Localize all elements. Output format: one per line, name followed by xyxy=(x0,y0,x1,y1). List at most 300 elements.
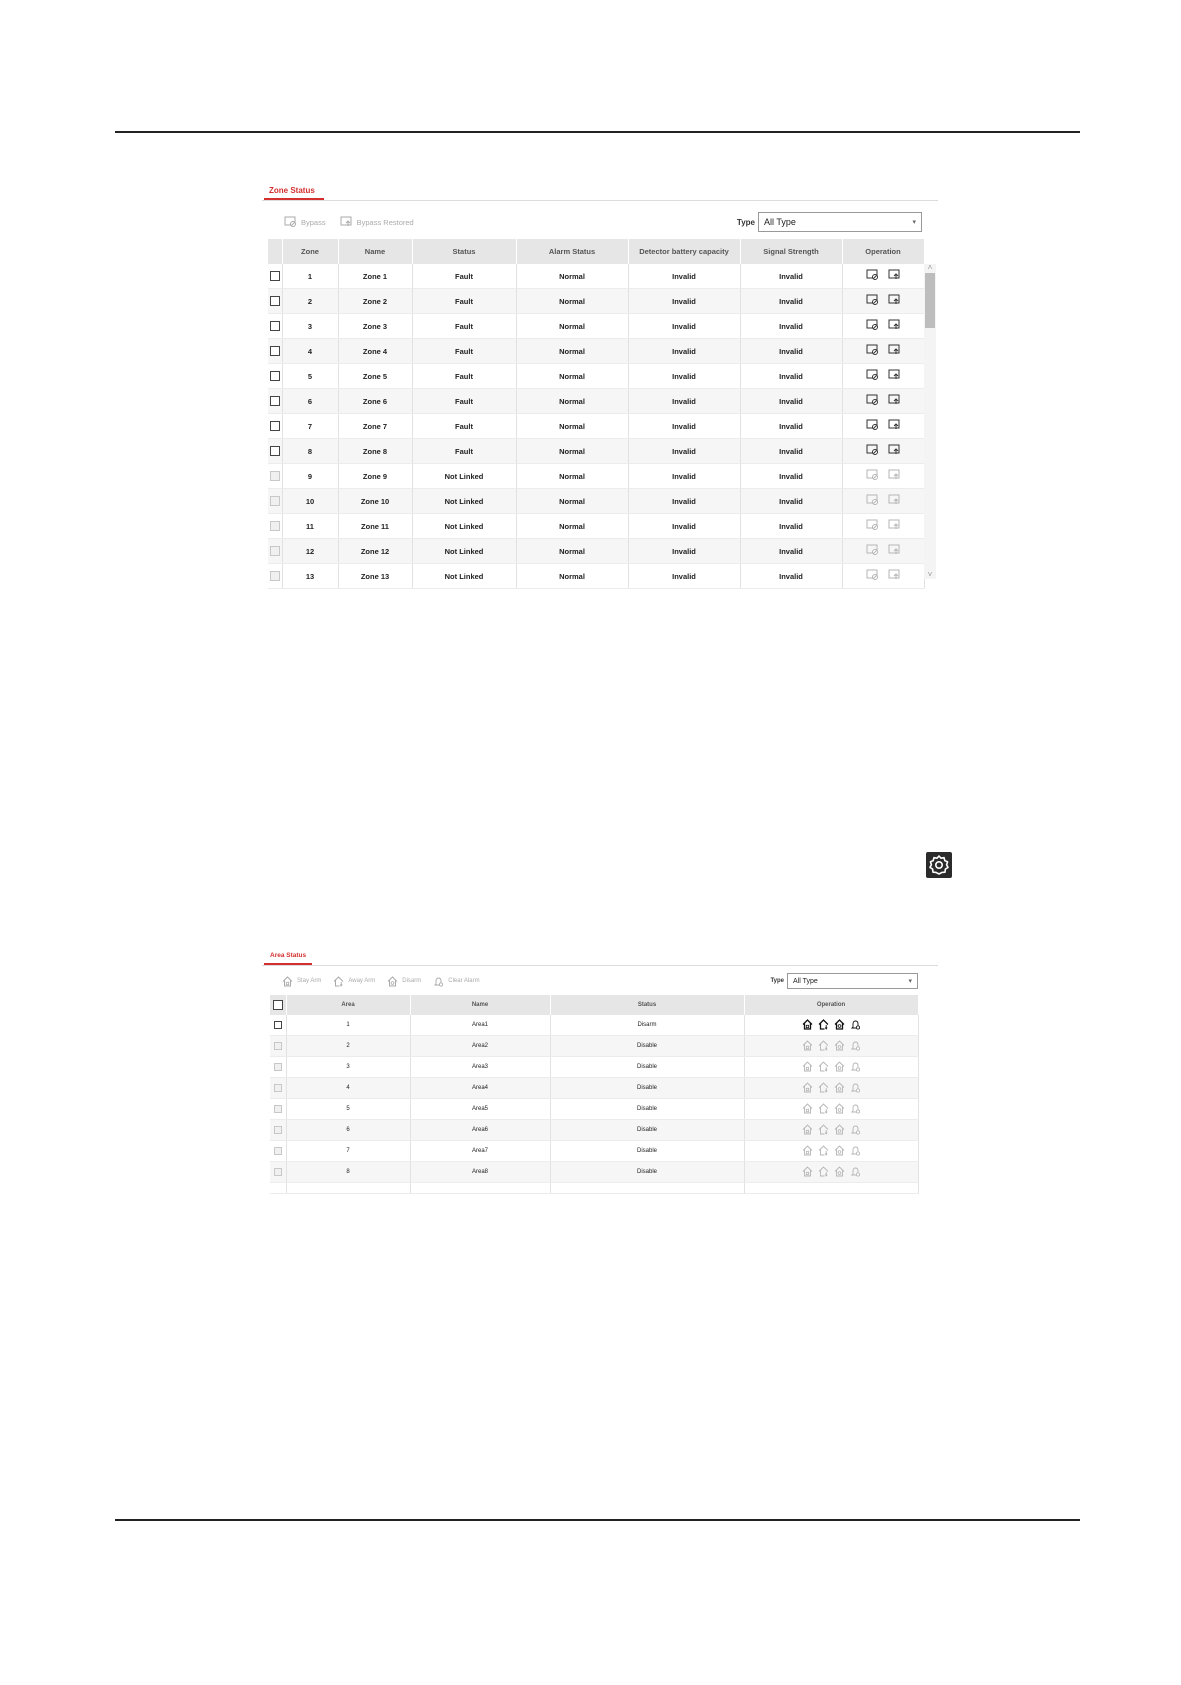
empty-cell xyxy=(744,1183,918,1194)
disarm-label: Disarm xyxy=(402,978,422,984)
bypass-restored-icon[interactable] xyxy=(888,544,901,556)
zone-cell: 6 xyxy=(282,389,338,414)
signal-cell: Invalid xyxy=(740,289,842,314)
stay-arm-icon[interactable] xyxy=(802,1082,813,1093)
row-checkbox[interactable] xyxy=(274,1168,282,1176)
zone-row xyxy=(268,364,924,389)
bypass-restored-icon[interactable] xyxy=(888,394,901,406)
area-toolbar xyxy=(262,974,938,988)
away-arm-icon xyxy=(333,976,344,987)
status-cell: Disable xyxy=(550,1036,744,1057)
battery-cell: Invalid xyxy=(628,389,740,414)
bypass-icon[interactable] xyxy=(866,569,879,581)
bypass-icon[interactable] xyxy=(866,319,879,331)
signal-cell: Invalid xyxy=(740,539,842,564)
clear-alarm-icon[interactable] xyxy=(850,1061,861,1072)
zone-cell: 9 xyxy=(282,464,338,489)
disarm-icon[interactable] xyxy=(834,1166,845,1177)
row-checkbox[interactable] xyxy=(270,546,280,556)
zone-row xyxy=(268,339,924,364)
battery-cell: Invalid xyxy=(628,514,740,539)
name-cell: Area3 xyxy=(410,1057,550,1078)
battery-cell: Invalid xyxy=(628,564,740,589)
name-cell: Area4 xyxy=(410,1078,550,1099)
bypass-icon[interactable] xyxy=(866,269,879,281)
row-select-cell xyxy=(268,339,282,364)
row-select-cell xyxy=(270,1099,286,1120)
alarm-status-cell: Normal xyxy=(516,364,628,389)
clear-alarm-icon[interactable] xyxy=(850,1019,861,1030)
row-checkbox[interactable] xyxy=(270,571,280,581)
zone-row xyxy=(268,314,924,339)
operation-cell xyxy=(744,1015,918,1036)
row-checkbox[interactable] xyxy=(274,1105,282,1113)
row-select-cell xyxy=(268,414,282,439)
status-cell: Not Linked xyxy=(412,539,516,564)
disarm-icon[interactable] xyxy=(834,1124,845,1135)
header-name: Name xyxy=(338,239,412,264)
header-zone: Zone xyxy=(282,239,338,264)
row-select-cell xyxy=(268,564,282,589)
row-checkbox[interactable] xyxy=(274,1021,282,1029)
area-row xyxy=(270,1057,918,1078)
battery-cell: Invalid xyxy=(628,339,740,364)
name-cell: Zone 9 xyxy=(338,464,412,489)
bypass-button[interactable] xyxy=(284,216,326,228)
clear-alarm-icon[interactable] xyxy=(850,1124,861,1135)
stay-arm-icon[interactable] xyxy=(802,1124,813,1135)
alarm-status-cell: Normal xyxy=(516,289,628,314)
row-select-cell xyxy=(268,539,282,564)
alarm-status-cell: Normal xyxy=(516,264,628,289)
disarm-icon[interactable] xyxy=(834,1103,845,1114)
zone-tab-bar xyxy=(262,183,938,201)
name-cell: Area6 xyxy=(410,1120,550,1141)
away-arm-icon[interactable] xyxy=(818,1019,829,1030)
area-row xyxy=(270,1162,918,1183)
status-cell: Fault xyxy=(412,289,516,314)
bypass-restored-button[interactable] xyxy=(340,216,414,228)
disarm-icon[interactable] xyxy=(834,1082,845,1093)
row-checkbox[interactable] xyxy=(274,1147,282,1155)
empty-cell xyxy=(270,1183,286,1194)
zone-cell: 3 xyxy=(282,314,338,339)
bypass-restored-icon[interactable] xyxy=(888,269,901,281)
disarm-button[interactable] xyxy=(387,976,421,987)
alarm-status-cell: Normal xyxy=(516,464,628,489)
area-row xyxy=(270,1036,918,1057)
header-name: Name xyxy=(410,995,550,1015)
zone-row xyxy=(268,389,924,414)
row-select-cell xyxy=(270,1015,286,1036)
operation-cell xyxy=(842,564,924,589)
row-checkbox[interactable] xyxy=(270,396,280,406)
header-select xyxy=(268,239,282,264)
stay-arm-icon[interactable] xyxy=(802,1040,813,1051)
status-cell: Disable xyxy=(550,1078,744,1099)
operation-cell xyxy=(842,514,924,539)
status-cell: Fault xyxy=(412,264,516,289)
zone-cell: 13 xyxy=(282,564,338,589)
name-cell: Zone 10 xyxy=(338,489,412,514)
empty-row xyxy=(270,1183,918,1194)
disarm-icon[interactable] xyxy=(834,1019,845,1030)
operation-cell xyxy=(842,414,924,439)
zone-cell: 11 xyxy=(282,514,338,539)
zone-row xyxy=(268,464,924,489)
row-select-cell xyxy=(270,1120,286,1141)
type-filter-select[interactable] xyxy=(758,212,922,232)
stay-arm-icon[interactable] xyxy=(802,1103,813,1114)
signal-cell: Invalid xyxy=(740,314,842,339)
bypass-icon[interactable] xyxy=(866,519,879,531)
row-checkbox[interactable] xyxy=(274,1042,282,1050)
battery-cell: Invalid xyxy=(628,489,740,514)
name-cell: Zone 4 xyxy=(338,339,412,364)
alarm-status-cell: Normal xyxy=(516,389,628,414)
operation-cell xyxy=(842,289,924,314)
row-select-cell xyxy=(268,514,282,539)
row-select-cell xyxy=(268,489,282,514)
header-battery: Detector battery capacity xyxy=(628,239,740,264)
row-select-cell xyxy=(270,1141,286,1162)
bypass-restored-icon[interactable] xyxy=(888,369,901,381)
bypass-restored-icon xyxy=(340,216,353,228)
alarm-status-cell: Normal xyxy=(516,564,628,589)
area-table xyxy=(270,995,919,1194)
bypass-icon[interactable] xyxy=(866,344,879,356)
zone-row xyxy=(268,539,924,564)
battery-cell: Invalid xyxy=(628,364,740,389)
clear-alarm-icon[interactable] xyxy=(850,1145,861,1156)
operation-cell xyxy=(842,539,924,564)
operation-cell xyxy=(842,264,924,289)
zone-cell: 1 xyxy=(282,264,338,289)
bypass-icon[interactable] xyxy=(866,294,879,306)
bypass-restored-icon[interactable] xyxy=(888,294,901,306)
row-checkbox[interactable] xyxy=(270,471,280,481)
clear-alarm-button[interactable] xyxy=(433,976,479,987)
stay-arm-icon xyxy=(282,976,293,987)
bypass-restored-icon[interactable] xyxy=(888,469,901,481)
area-row xyxy=(270,1078,918,1099)
zone-cell: 2 xyxy=(282,289,338,314)
disarm-icon[interactable] xyxy=(834,1040,845,1051)
clear-alarm-icon[interactable] xyxy=(850,1082,861,1093)
signal-cell: Invalid xyxy=(740,489,842,514)
status-cell: Not Linked xyxy=(412,564,516,589)
stay-arm-icon[interactable] xyxy=(802,1166,813,1177)
area-row xyxy=(270,1015,918,1036)
zone-table-header xyxy=(268,239,924,264)
row-checkbox[interactable] xyxy=(270,446,280,456)
bypass-restored-icon[interactable] xyxy=(888,519,901,531)
header-status: Status xyxy=(412,239,516,264)
stay-arm-label: Stay Arm xyxy=(297,978,322,984)
operation-cell xyxy=(842,314,924,339)
row-select-cell xyxy=(270,1078,286,1099)
tab-zone-status[interactable]: Zone Status xyxy=(269,186,315,195)
name-cell: Zone 7 xyxy=(338,414,412,439)
bypass-icon[interactable] xyxy=(866,394,879,406)
signal-cell: Invalid xyxy=(740,364,842,389)
row-checkbox[interactable] xyxy=(274,1084,282,1092)
status-cell: Not Linked xyxy=(412,489,516,514)
zone-cell: 4 xyxy=(282,339,338,364)
operation-cell xyxy=(842,439,924,464)
area-cell: 3 xyxy=(286,1057,410,1078)
row-select-cell xyxy=(270,1162,286,1183)
status-cell: Disable xyxy=(550,1120,744,1141)
zone-row xyxy=(268,414,924,439)
bypass-icon[interactable] xyxy=(866,444,879,456)
zone-cell: 12 xyxy=(282,539,338,564)
row-checkbox[interactable] xyxy=(270,271,280,281)
empty-cell xyxy=(550,1183,744,1194)
bypass-icon xyxy=(284,216,297,228)
header-status: Status xyxy=(550,995,744,1015)
zone-status-panel xyxy=(262,183,938,579)
name-cell: Area1 xyxy=(410,1015,550,1036)
zone-cell: 8 xyxy=(282,439,338,464)
operation-cell xyxy=(744,1120,918,1141)
name-cell: Zone 3 xyxy=(338,314,412,339)
row-checkbox[interactable] xyxy=(274,1126,282,1134)
chevron-down-icon: ▾ xyxy=(908,978,912,985)
battery-cell: Invalid xyxy=(628,414,740,439)
name-cell: Area8 xyxy=(410,1162,550,1183)
status-cell: Not Linked xyxy=(412,464,516,489)
zone-table-scrollbar[interactable] xyxy=(924,264,936,579)
stay-arm-icon[interactable] xyxy=(802,1019,813,1030)
settings-button[interactable] xyxy=(926,852,952,878)
away-arm-icon[interactable] xyxy=(818,1124,829,1135)
alarm-status-cell: Normal xyxy=(516,414,628,439)
alarm-status-cell: Normal xyxy=(516,539,628,564)
type-filter-label: Type xyxy=(770,978,784,984)
away-arm-icon[interactable] xyxy=(818,1082,829,1093)
signal-cell: Invalid xyxy=(740,389,842,414)
status-cell: Fault xyxy=(412,389,516,414)
zone-row xyxy=(268,514,924,539)
bypass-icon[interactable] xyxy=(866,544,879,556)
name-cell: Area2 xyxy=(410,1036,550,1057)
stay-arm-button[interactable] xyxy=(282,976,321,987)
status-cell: Fault xyxy=(412,414,516,439)
operation-cell xyxy=(744,1099,918,1120)
top-rule xyxy=(115,131,1080,133)
away-arm-icon[interactable] xyxy=(818,1040,829,1051)
bypass-icon[interactable] xyxy=(866,369,879,381)
scroll-down-arrow-icon[interactable]: ˅ xyxy=(927,570,933,579)
operation-cell xyxy=(744,1078,918,1099)
name-cell: Zone 2 xyxy=(338,289,412,314)
status-cell: Disarm xyxy=(550,1015,744,1036)
active-tab-underline xyxy=(264,198,324,200)
disarm-icon xyxy=(387,976,398,987)
area-cell: 5 xyxy=(286,1099,410,1120)
status-cell: Fault xyxy=(412,364,516,389)
signal-cell: Invalid xyxy=(740,464,842,489)
alarm-status-cell: Normal xyxy=(516,314,628,339)
row-checkbox[interactable] xyxy=(270,321,280,331)
zone-cell: 10 xyxy=(282,489,338,514)
name-cell: Zone 8 xyxy=(338,439,412,464)
row-select-cell xyxy=(268,289,282,314)
operation-cell xyxy=(744,1162,918,1183)
stay-arm-icon[interactable] xyxy=(802,1145,813,1156)
row-checkbox[interactable] xyxy=(274,1063,282,1071)
operation-cell xyxy=(744,1141,918,1162)
zone-cell: 7 xyxy=(282,414,338,439)
status-cell: Disable xyxy=(550,1057,744,1078)
bypass-restored-icon[interactable] xyxy=(888,494,901,506)
away-arm-button[interactable] xyxy=(333,976,375,987)
area-cell: 4 xyxy=(286,1078,410,1099)
name-cell: Zone 12 xyxy=(338,539,412,564)
bypass-restored-icon[interactable] xyxy=(888,344,901,356)
signal-cell: Invalid xyxy=(740,439,842,464)
zone-row xyxy=(268,489,924,514)
battery-cell: Invalid xyxy=(628,289,740,314)
clear-alarm-label: Clear Alarm xyxy=(448,978,480,984)
operation-cell xyxy=(842,489,924,514)
row-select-cell xyxy=(270,1036,286,1057)
zone-toolbar xyxy=(262,213,938,231)
stay-arm-icon[interactable] xyxy=(802,1061,813,1072)
header-area: Area xyxy=(286,995,410,1015)
operation-cell xyxy=(842,464,924,489)
away-arm-icon[interactable] xyxy=(818,1145,829,1156)
header-operation: Operation xyxy=(744,995,918,1015)
active-tab-underline xyxy=(264,963,312,965)
away-arm-icon[interactable] xyxy=(818,1061,829,1072)
battery-cell: Invalid xyxy=(628,439,740,464)
away-arm-icon[interactable] xyxy=(818,1166,829,1177)
scroll-thumb[interactable] xyxy=(925,273,935,328)
status-cell: Disable xyxy=(550,1099,744,1120)
scroll-up-arrow-icon[interactable]: ˄ xyxy=(927,263,933,272)
header-alarm-status: Alarm Status xyxy=(516,239,628,264)
status-cell: Fault xyxy=(412,339,516,364)
bottom-rule xyxy=(115,1519,1080,1521)
name-cell: Zone 13 xyxy=(338,564,412,589)
name-cell: Zone 5 xyxy=(338,364,412,389)
row-checkbox[interactable] xyxy=(270,371,280,381)
bypass-label: Bypass xyxy=(301,217,326,227)
zone-row xyxy=(268,564,924,589)
empty-cell xyxy=(410,1183,550,1194)
clear-alarm-icon[interactable] xyxy=(850,1103,861,1114)
signal-cell: Invalid xyxy=(740,339,842,364)
chevron-down-icon: ▾ xyxy=(912,219,916,226)
name-cell: Zone 6 xyxy=(338,389,412,414)
row-checkbox[interactable] xyxy=(270,496,280,506)
header-operation: Operation xyxy=(842,239,924,264)
battery-cell: Invalid xyxy=(628,314,740,339)
operation-cell xyxy=(842,389,924,414)
signal-cell: Invalid xyxy=(740,414,842,439)
alarm-status-cell: Normal xyxy=(516,339,628,364)
status-cell: Fault xyxy=(412,314,516,339)
operation-cell xyxy=(744,1057,918,1078)
area-cell: 7 xyxy=(286,1141,410,1162)
area-row xyxy=(270,1099,918,1120)
gear-icon xyxy=(926,852,952,878)
row-select-cell xyxy=(268,364,282,389)
clear-alarm-icon[interactable] xyxy=(850,1166,861,1177)
tab-area-status[interactable]: Area Status xyxy=(270,952,307,959)
name-cell: Area5 xyxy=(410,1099,550,1120)
alarm-status-cell: Normal xyxy=(516,439,628,464)
type-filter-label: Type xyxy=(736,217,755,227)
clear-alarm-icon xyxy=(433,976,444,987)
bypass-icon[interactable] xyxy=(866,494,879,506)
status-cell: Not Linked xyxy=(412,514,516,539)
operation-cell xyxy=(842,364,924,389)
area-row xyxy=(270,1141,918,1162)
row-select-cell xyxy=(268,264,282,289)
row-checkbox[interactable] xyxy=(270,346,280,356)
area-cell: 2 xyxy=(286,1036,410,1057)
away-arm-icon[interactable] xyxy=(818,1103,829,1114)
zone-row xyxy=(268,289,924,314)
signal-cell: Invalid xyxy=(740,514,842,539)
area-cell: 6 xyxy=(286,1120,410,1141)
row-select-cell xyxy=(268,439,282,464)
row-select-cell xyxy=(268,464,282,489)
alarm-status-cell: Normal xyxy=(516,514,628,539)
row-checkbox[interactable] xyxy=(270,521,280,531)
status-cell: Fault xyxy=(412,439,516,464)
alarm-status-cell: Normal xyxy=(516,489,628,514)
type-filter-value: All Type xyxy=(793,977,818,985)
row-checkbox[interactable] xyxy=(270,421,280,431)
status-cell: Disable xyxy=(550,1162,744,1183)
type-filter-select[interactable] xyxy=(787,973,918,989)
status-cell: Disable xyxy=(550,1141,744,1162)
row-select-cell xyxy=(268,389,282,414)
empty-cell xyxy=(286,1183,410,1194)
bypass-restored-icon[interactable] xyxy=(888,319,901,331)
row-checkbox[interactable] xyxy=(270,296,280,306)
area-table-header xyxy=(270,995,918,1015)
operation-cell xyxy=(842,339,924,364)
away-arm-label: Away Arm xyxy=(348,978,376,984)
disarm-icon[interactable] xyxy=(834,1145,845,1156)
zone-row xyxy=(268,264,924,289)
battery-cell: Invalid xyxy=(628,464,740,489)
bypass-restored-icon[interactable] xyxy=(888,569,901,581)
select-all-checkbox[interactable] xyxy=(273,1000,283,1010)
battery-cell: Invalid xyxy=(628,539,740,564)
bypass-restored-icon[interactable] xyxy=(888,419,901,431)
bypass-restored-label: Bypass Restored xyxy=(356,217,414,227)
disarm-icon[interactable] xyxy=(834,1061,845,1072)
name-cell: Zone 1 xyxy=(338,264,412,289)
zone-cell: 5 xyxy=(282,364,338,389)
header-select-all[interactable] xyxy=(270,995,286,1015)
zone-row xyxy=(268,439,924,464)
bypass-restored-icon[interactable] xyxy=(888,444,901,456)
bypass-icon[interactable] xyxy=(866,469,879,481)
clear-alarm-icon[interactable] xyxy=(850,1040,861,1051)
area-cell: 1 xyxy=(286,1015,410,1036)
header-signal: Signal Strength xyxy=(740,239,842,264)
bypass-icon[interactable] xyxy=(866,419,879,431)
name-cell: Area7 xyxy=(410,1141,550,1162)
type-filter-value: All Type xyxy=(764,217,796,227)
